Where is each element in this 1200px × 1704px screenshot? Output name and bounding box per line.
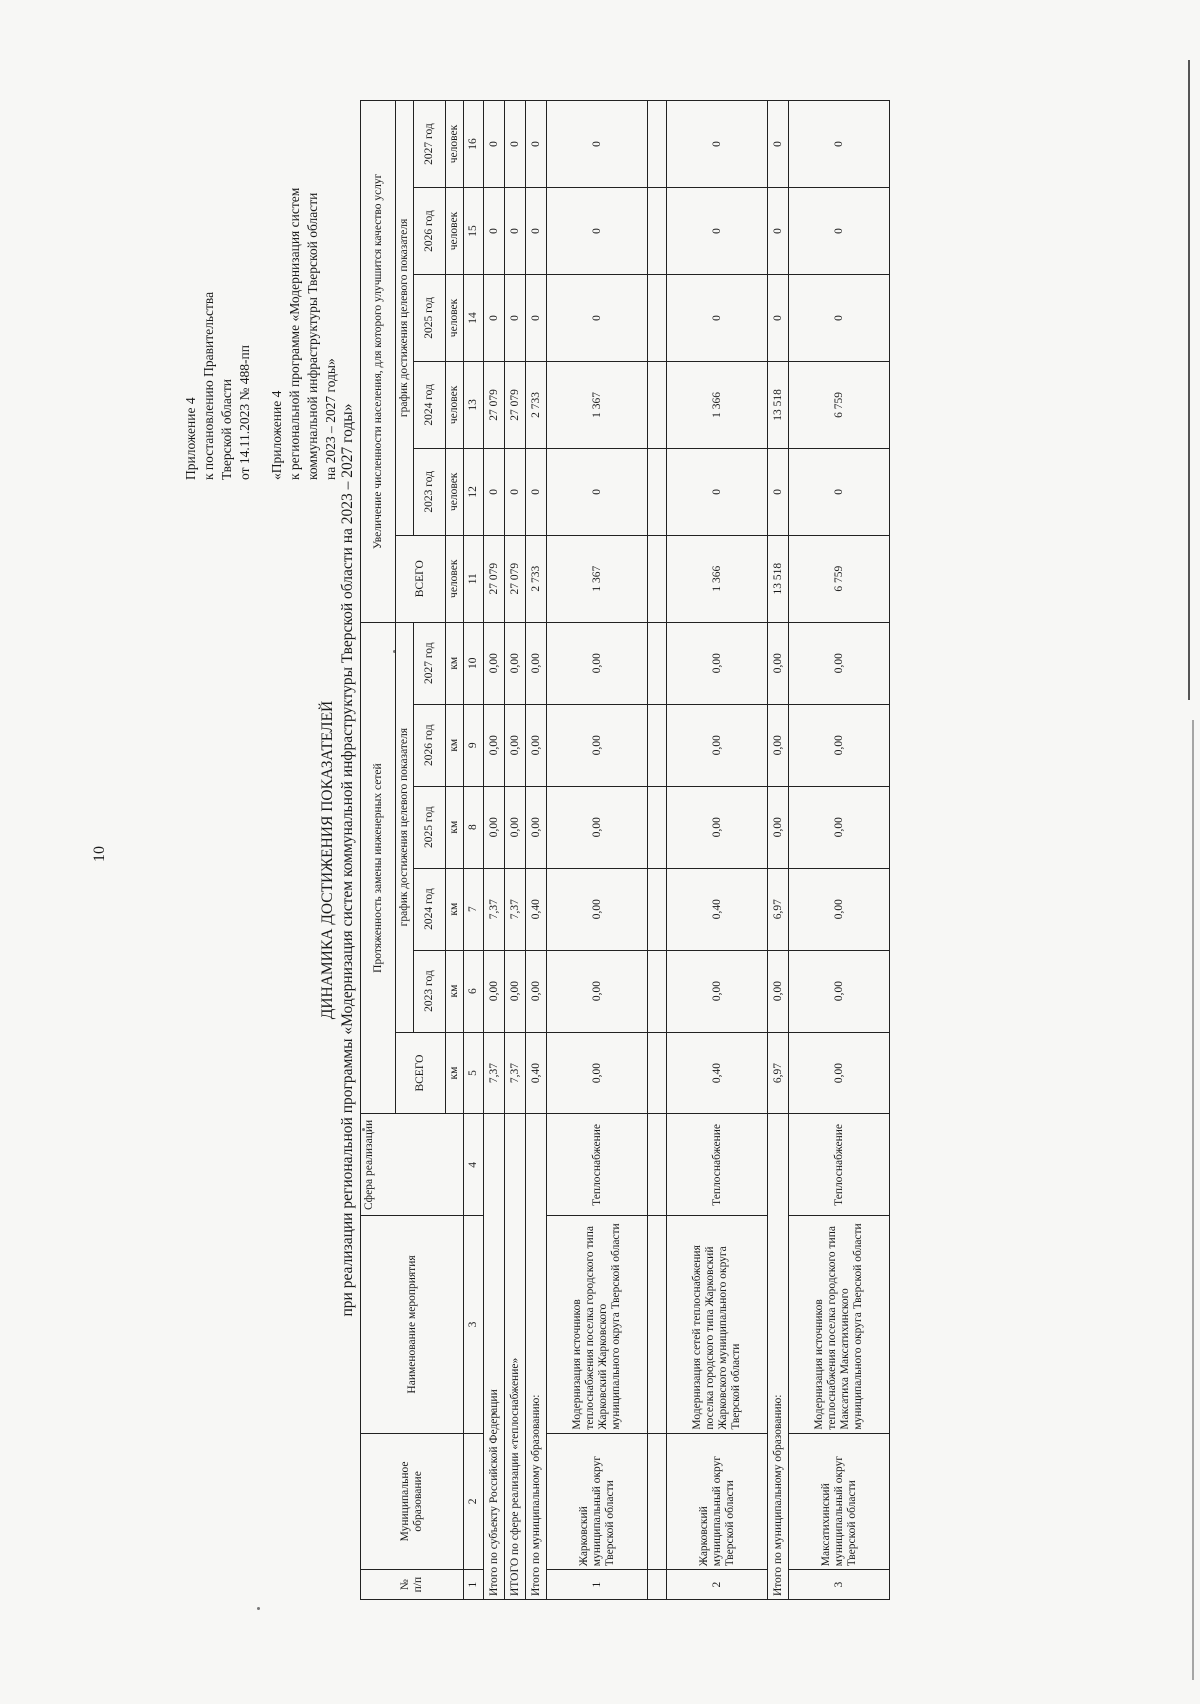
column-number: 10 xyxy=(464,622,484,704)
people-value: 0 xyxy=(789,101,890,188)
column-number: 15 xyxy=(464,188,484,275)
people-value: 1 367 xyxy=(547,535,648,622)
column-number: 8 xyxy=(464,786,484,868)
measure-cell: Модернизация источников теплоснабжения поселка городского типа Жарковский Жарковского муниципального округа Тверской области xyxy=(547,1216,648,1433)
people-value: 0 xyxy=(768,275,789,362)
indicators-table xyxy=(360,100,890,1600)
people-value: 0 xyxy=(505,448,526,535)
column-number: 2 xyxy=(464,1433,484,1570)
column-number: 11 xyxy=(464,535,484,622)
resolution-reference xyxy=(182,90,254,480)
people-value: 2 733 xyxy=(526,361,547,448)
km-value: 0,00 xyxy=(789,950,890,1032)
column-number: 14 xyxy=(464,275,484,362)
column-number: 12 xyxy=(464,448,484,535)
measure-cell: Модернизация источников теплоснабжения поселка городского типа Максатиха Максатихинского муниципального округа Тверской области xyxy=(789,1216,890,1433)
unit-people: человек xyxy=(446,275,464,362)
km-value: 0,00 xyxy=(547,704,648,786)
scan-edge-mark xyxy=(1192,720,1194,1680)
people-value: 27 079 xyxy=(505,361,526,448)
summary-row-region xyxy=(484,101,505,1600)
people-value: 1 366 xyxy=(667,535,768,622)
row-number: 1 xyxy=(547,1570,648,1600)
measure-cell: Модернизация сетей теплоснабжения поселка городского типа Жарковский Жарковского муниципального округа Тверской области xyxy=(667,1216,768,1433)
km-value: 7,37 xyxy=(505,1032,526,1114)
header-networks: Протяженность замены инженерных сетей xyxy=(361,622,396,1114)
title-line-2: при реализации региональной программы «Модернизация систем коммунальной инфраструктуры Тверской области на 2023 – 2027 годы» xyxy=(339,403,356,1317)
km-value: 0,00 xyxy=(768,704,789,786)
row-number: 3 xyxy=(789,1570,890,1600)
people-value: 6 759 xyxy=(789,361,890,448)
header-year: 2027 год xyxy=(414,622,446,704)
page-number: 10 xyxy=(91,846,108,862)
appendix-line: на 2023 – 2027 годы» xyxy=(323,358,338,480)
spacer-row xyxy=(648,101,667,1600)
column-number: 4 xyxy=(464,1114,484,1216)
people-value: 13 518 xyxy=(768,361,789,448)
appendix-line: от 14.11.2023 № 488-пп xyxy=(237,345,252,480)
header-measure: Наименование мероприятия xyxy=(361,1216,464,1433)
km-value: 0,00 xyxy=(505,622,526,704)
km-value: 0,00 xyxy=(789,622,890,704)
column-number: 5 xyxy=(464,1032,484,1114)
km-value: 0,00 xyxy=(526,786,547,868)
people-value: 6 759 xyxy=(789,535,890,622)
km-value: 0,00 xyxy=(484,622,505,704)
header-year: 2025 год xyxy=(414,786,446,868)
km-value: 0,00 xyxy=(547,868,648,950)
document-title xyxy=(318,80,358,1640)
people-value: 0 xyxy=(789,448,890,535)
people-value: 0 xyxy=(667,275,768,362)
km-value: 0,00 xyxy=(505,786,526,868)
people-value: 0 xyxy=(768,448,789,535)
people-value: 0 xyxy=(547,188,648,275)
summary-label: ИТОГО по сфере реализации «теплоснабжение» xyxy=(505,1114,526,1600)
sphere-cell: Теплоснабжение xyxy=(547,1114,648,1216)
appendix-line: Приложение 4 xyxy=(183,397,198,480)
unit-people: человек xyxy=(446,101,464,188)
summary-row-sphere xyxy=(505,101,526,1600)
km-value: 7,37 xyxy=(484,1032,505,1114)
indicators-table-wrapper xyxy=(360,100,890,1600)
km-value: 7,37 xyxy=(484,868,505,950)
people-value: 0 xyxy=(505,275,526,362)
unit-people: человек xyxy=(446,535,464,622)
km-value: 0,00 xyxy=(505,950,526,1032)
km-value: 0,00 xyxy=(547,622,648,704)
km-value: 0,40 xyxy=(526,1032,547,1114)
people-value: 0 xyxy=(505,101,526,188)
people-value: 1 366 xyxy=(667,361,768,448)
unit-people: человек xyxy=(446,448,464,535)
municipality-cell: Жарковский муниципальный округ Тверской области xyxy=(667,1433,768,1570)
km-value: 0,00 xyxy=(526,622,547,704)
people-value: 27 079 xyxy=(505,535,526,622)
summary-label: Итого по муниципальному образованию: xyxy=(768,1114,789,1600)
km-value: 0,00 xyxy=(526,704,547,786)
km-value: 6,97 xyxy=(768,1032,789,1114)
header-schedule-people: график достижения целевого показателя xyxy=(396,101,414,536)
people-value: 2 733 xyxy=(526,535,547,622)
people-value: 0 xyxy=(667,448,768,535)
people-value: 27 079 xyxy=(484,535,505,622)
people-value: 0 xyxy=(768,101,789,188)
column-number: 7 xyxy=(464,868,484,950)
municipality-cell: Максатихинский муниципальный округ Тверской области xyxy=(789,1433,890,1570)
km-value: 0,00 xyxy=(547,950,648,1032)
summary-row-municipality xyxy=(768,101,789,1600)
column-number: 3 xyxy=(464,1216,484,1433)
header-schedule-km: график достижения целевого показателя xyxy=(396,622,414,1032)
summary-label: Итого по субъекту Российской Федерации xyxy=(484,1114,505,1600)
people-value: 0 xyxy=(484,275,505,362)
km-value: 7,37 xyxy=(505,868,526,950)
km-value: 0,00 xyxy=(547,1032,648,1114)
appendix-line: «Приложение 4 xyxy=(269,390,284,480)
header-sphere: Сфера реализации xyxy=(361,1114,464,1216)
km-value: 0,00 xyxy=(526,950,547,1032)
sphere-cell: Теплоснабжение xyxy=(667,1114,768,1216)
header-year: 2023 год xyxy=(414,448,446,535)
people-value: 0 xyxy=(526,275,547,362)
header-year: 2024 год xyxy=(414,868,446,950)
municipality-cell: Жарковский муниципальный округ Тверской области xyxy=(547,1433,648,1570)
unit-km: км xyxy=(446,868,464,950)
km-value: 0,00 xyxy=(484,786,505,868)
header-population: Увеличение численности населения, для которого улучшится качество услуг xyxy=(361,101,396,623)
people-value: 0 xyxy=(505,188,526,275)
header-year: 2026 год xyxy=(414,704,446,786)
appendix-line: Тверской области xyxy=(219,379,234,480)
people-value: 1 367 xyxy=(547,361,648,448)
unit-km: км xyxy=(446,1032,464,1114)
people-value: 0 xyxy=(789,275,890,362)
km-value: 0,00 xyxy=(789,786,890,868)
km-value: 0,00 xyxy=(789,704,890,786)
km-value: 0,00 xyxy=(484,950,505,1032)
header-year: 2026 год xyxy=(414,188,446,275)
measure-row xyxy=(547,101,648,1600)
column-number: 6 xyxy=(464,950,484,1032)
km-value: 0,40 xyxy=(526,868,547,950)
people-value: 0 xyxy=(526,101,547,188)
column-number: 13 xyxy=(464,361,484,448)
summary-row-municipality xyxy=(526,101,547,1600)
measure-row xyxy=(789,101,890,1600)
people-value: 0 xyxy=(547,275,648,362)
km-value: 0,00 xyxy=(547,786,648,868)
column-number: 1 xyxy=(464,1570,484,1600)
km-value: 0,00 xyxy=(789,868,890,950)
km-value: 0,00 xyxy=(768,786,789,868)
km-value: 0,00 xyxy=(667,950,768,1032)
scan-edge-mark xyxy=(1188,60,1190,700)
people-value: 0 xyxy=(484,448,505,535)
column-number-row xyxy=(464,101,484,1600)
unit-km: км xyxy=(446,622,464,704)
title-line-1: ДИНАМИКА ДОСТИЖЕНИЯ ПОКАЗАТЕЛЕЙ xyxy=(319,700,336,1020)
appendix-line: к региональной программе «Модернизация систем xyxy=(287,187,302,480)
header-year: 2023 год xyxy=(414,950,446,1032)
header-total-people: ВСЕГО xyxy=(396,535,446,622)
km-value: 0,40 xyxy=(667,868,768,950)
header-year: 2024 год xyxy=(414,361,446,448)
km-value: 0,00 xyxy=(789,1032,890,1114)
km-value: 0,00 xyxy=(667,786,768,868)
km-value: 0,00 xyxy=(768,622,789,704)
people-value: 0 xyxy=(547,101,648,188)
people-value: 0 xyxy=(484,101,505,188)
people-value: 0 xyxy=(768,188,789,275)
row-number: 2 xyxy=(667,1570,768,1600)
sphere-cell: Теплоснабжение xyxy=(789,1114,890,1216)
km-value: 0,00 xyxy=(505,704,526,786)
people-value: 0 xyxy=(484,188,505,275)
people-value: 0 xyxy=(667,188,768,275)
measure-row xyxy=(667,101,768,1600)
appendix-line: к постановлению Правительства xyxy=(201,291,216,480)
header-year: 2025 год xyxy=(414,275,446,362)
unit-km: км xyxy=(446,704,464,786)
column-number: 16 xyxy=(464,101,484,188)
km-value: 0,00 xyxy=(768,950,789,1032)
unit-people: человек xyxy=(446,361,464,448)
km-value: 6,97 xyxy=(768,868,789,950)
people-value: 0 xyxy=(526,448,547,535)
unit-km: км xyxy=(446,786,464,868)
summary-label: Итого по муниципальному образованию: xyxy=(526,1114,547,1600)
unit-km: км xyxy=(446,950,464,1032)
km-value: 0,00 xyxy=(667,622,768,704)
people-value: 0 xyxy=(789,188,890,275)
km-value: 0,00 xyxy=(484,704,505,786)
people-value: 13 518 xyxy=(768,535,789,622)
people-value: 0 xyxy=(667,101,768,188)
header-year: 2027 год xyxy=(414,101,446,188)
km-value: 0,00 xyxy=(667,704,768,786)
people-value: 0 xyxy=(547,448,648,535)
km-value: 0,40 xyxy=(667,1032,768,1114)
column-number: 9 xyxy=(464,704,484,786)
people-value: 0 xyxy=(526,188,547,275)
people-value: 27 079 xyxy=(484,361,505,448)
appendix-line: коммунальной инфраструктуры Тверской области xyxy=(305,192,320,480)
header-num: № п/п xyxy=(361,1570,464,1600)
rotated-document-content xyxy=(60,80,1160,1640)
header-total-km: ВСЕГО xyxy=(396,1032,446,1114)
unit-people: человек xyxy=(446,188,464,275)
header-municipality: Муниципальное образование xyxy=(361,1433,464,1570)
